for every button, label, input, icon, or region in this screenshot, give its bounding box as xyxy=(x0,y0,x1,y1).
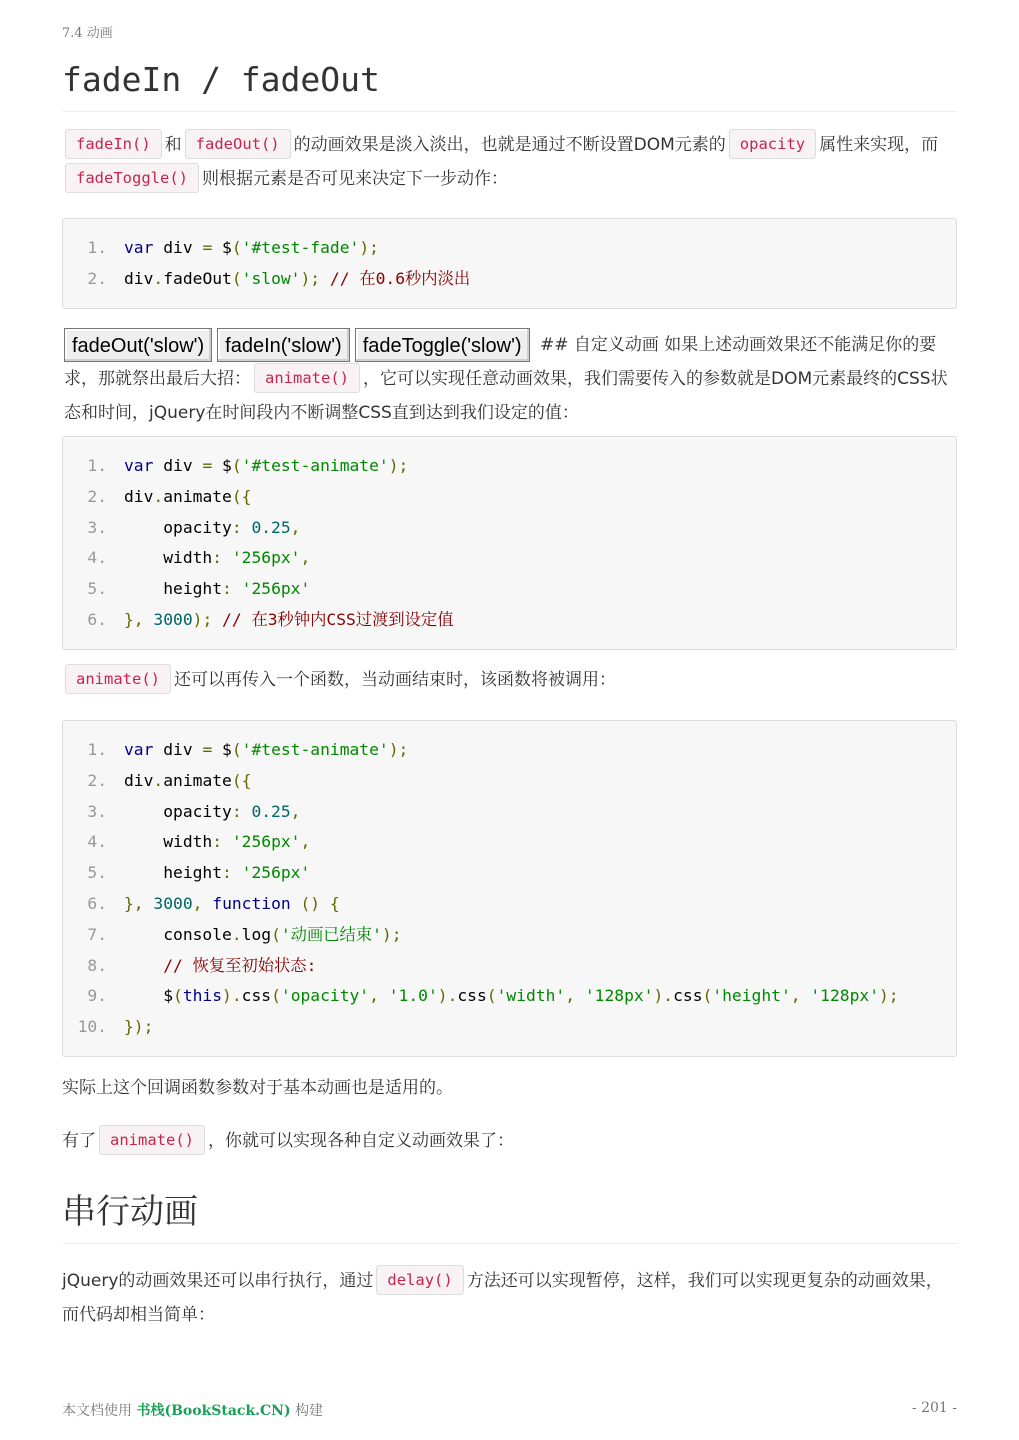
inline-code: animate() xyxy=(99,1125,205,1155)
footer-prefix: 本文档使用 xyxy=(62,1403,132,1419)
inline-code: fadeOut() xyxy=(185,129,291,159)
fade-out-button[interactable]: fadeOut('slow') xyxy=(64,328,212,362)
callback-paragraph: animate() 还可以再传入一个函数，当动画结束时，该函数将被调用： xyxy=(62,663,957,697)
code-line: 10. }); xyxy=(77,1017,154,1037)
inline-code: opacity xyxy=(729,129,816,159)
code-line: 1. var div = $('#test-fade'); xyxy=(87,238,379,257)
section-title-fade: fadeIn / fadeOut xyxy=(62,56,957,112)
code-line: 2. div.animate({ xyxy=(87,770,252,790)
code-line: 7. console.log('动画已结束'); xyxy=(87,924,402,944)
code-line: 4. width: '256px', xyxy=(87,548,311,568)
fade-toggle-button[interactable]: fadeToggle('slow') xyxy=(355,328,530,362)
code-line: 5. height: '256px' xyxy=(87,579,311,599)
serial-paragraph: jQuery的动画效果还可以串行执行，通过 delay() 方法还可以实现暂停，这样，我们可以实现更复杂的动画效果，而代码却相当简单： xyxy=(62,1264,957,1332)
inline-code: fadeToggle() xyxy=(65,163,199,193)
section-title-serial: 串行动画 xyxy=(62,1188,957,1244)
code-line: 9. $(this).css('opacity', '1.0').css('width', '128px').css('height', '128px'); xyxy=(87,986,899,1006)
inline-code: delay() xyxy=(376,1265,463,1295)
page-number: - 201 - xyxy=(911,1400,957,1416)
code-line: 6. }, 3000, function () { xyxy=(87,893,340,913)
code-line: 8. // 恢复至初始状态: xyxy=(87,955,317,975)
code-line: 1. var div = $('#test-animate'); xyxy=(87,740,409,759)
code-block-fade xyxy=(62,218,957,309)
code-line: 2. div.animate({ xyxy=(87,486,252,506)
inline-code: animate() xyxy=(254,363,360,393)
footer xyxy=(62,1400,957,1422)
code-line: 5. height: '256px' xyxy=(87,863,311,883)
code-line: 4. width: '256px', xyxy=(87,832,311,852)
code-line: 3. opacity: 0.25, xyxy=(87,801,301,821)
inline-code: animate() xyxy=(65,664,171,694)
code-line: 6. }, 3000); // 在3秒钟内CSS过渡到设定值 xyxy=(87,609,454,629)
demo-paragraph: fadeOut('slow') fadeIn('slow') fadeToggle('slow') ## 自定义动画 如果上述动画效果还不能满足你的要求，那就祭出最后大招： animate() ，它可以实现任意动画效果，我们需要传入的参数就是DOM元素最终的CSS状态和时间，jQuery在时间段内不断调整CSS直到达到我们设定的值： xyxy=(64,328,957,430)
code-line: 1. var div = $('#test-animate'); xyxy=(87,456,409,475)
code-line: 3. opacity: 0.25, xyxy=(87,517,301,537)
note-paragraph: 实际上这个回调函数参数对于基本动画也是适用的。 xyxy=(62,1078,453,1098)
intro-paragraph: fadeIn() 和 fadeOut() 的动画效果是淡入淡出，也就是通过不断设置DOM元素的 opacity 属性来实现，而fadeToggle() 则根据元素是否可见来决定下一步动作： xyxy=(62,128,957,196)
fade-in-button[interactable]: fadeIn('slow') xyxy=(217,328,350,362)
footer-suffix: 构建 xyxy=(295,1403,324,1419)
inline-code: fadeIn() xyxy=(65,129,162,159)
code-line: 2. div.fadeOut('slow'); // 在0.6秒内淡出 xyxy=(87,268,471,288)
summary-paragraph: 有了 animate() ，你就可以实现各种自定义动画效果了： xyxy=(62,1124,957,1158)
footer-brand-link[interactable]: 书栈(BookStack.CN) xyxy=(136,1403,291,1419)
running-head: 7.4 动画 xyxy=(62,26,113,41)
code-block-animate-callback xyxy=(62,720,957,1057)
code-block-animate xyxy=(62,436,957,650)
